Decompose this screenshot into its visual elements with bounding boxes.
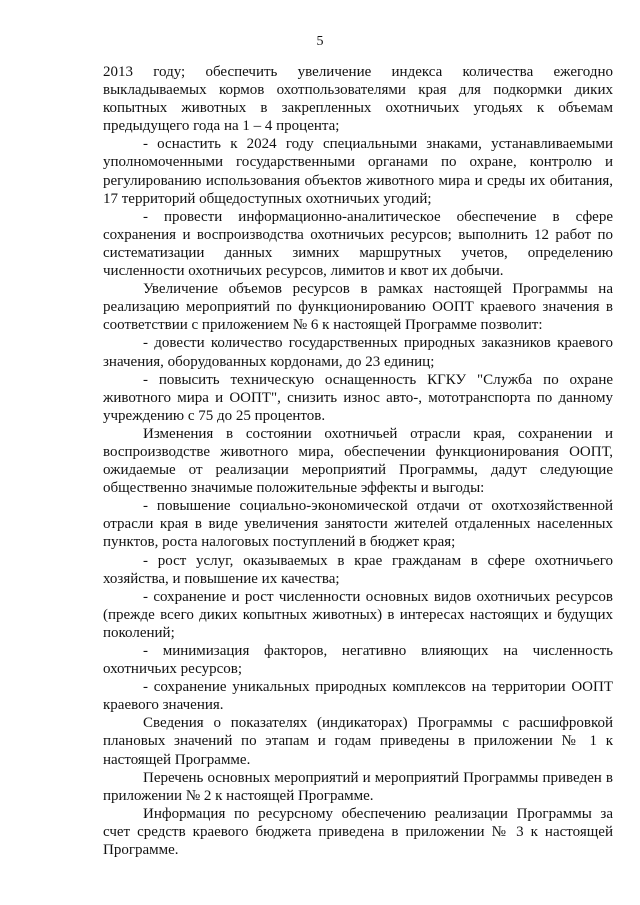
paragraph: Информация по ресурсному обеспечению реализации Программы за счет средств краевого бюджета приведена в приложении № 3 к настоящей Программе. <box>103 805 613 859</box>
paragraph: Сведения о показателях (индикаторах) Программы с расшифровкой плановых значений по этапам и годам приведены в приложении № 1 к настоящей Программе. <box>103 715 613 768</box>
document-body <box>103 63 613 859</box>
paragraph: 2013 году; обеспечить увеличение индекса количества ежегодно выкладываемых кормов охотпользователями края для подкормки диких копытных животных в закрепленных охотничьих угодьях к объемам предыдущего года на 1 – 4 процента; <box>103 64 613 135</box>
paragraph: - повышение социально-экономической отдачи от охотхозяйственной отрасли края в виде увеличения занятости жителей отдаленных населенных пунктов, роста налоговых поступлений в бюджет края; <box>103 498 613 551</box>
paragraph: - провести информационно-аналитическое обеспечение в сфере сохранения и воспроизводства охотничьих ресурсов; выполнить 12 работ по систематизации данных зимних маршрутных учетов, определению численности охотничьих ресурсов, лимитов и квот их добычи. <box>103 208 613 280</box>
paragraph: - сохранение и рост численности основных видов охотничьих ресурсов (прежде всего диких копытных животных) в интересах настоящих и будущих поколений; <box>103 588 613 641</box>
paragraph: - минимизация факторов, негативно влияющих на численность охотничьих ресурсов; <box>103 643 613 678</box>
paragraph: Увеличение объемов ресурсов в рамках настоящей Программы на реализацию мероприятий по функционированию ООПТ краевого значения в соответствии с приложением № 6 к настоящей Программе позволит: <box>103 281 613 334</box>
paragraph: Изменения в состоянии охотничьей отрасли края, сохранении и воспроизводстве животного мира, обеспечении функционирования ООПТ, ожидаемые от реализации мероприятий Программы, дадут следующие общественно значимые положительные эффекты и выгоды: <box>103 425 613 497</box>
paragraph: - сохранение уникальных природных комплексов на территории ООПТ краевого значения. <box>103 679 613 714</box>
paragraph: Перечень основных мероприятий и мероприятий Программы приведен в приложении № 2 к настоящей Программе. <box>103 769 613 804</box>
page-number: 5 <box>316 34 324 49</box>
paragraph: - повысить техническую оснащенность КГКУ "Служба по охране животного мира и ООПТ", снизить износ авто-, мототранспорта по данному учреждению с 75 до 25 процентов. <box>103 371 613 424</box>
paragraph: - довести количество государственных природных заказников краевого значения, оборудованных кордонами, до 23 единиц; <box>103 335 613 370</box>
paragraph: - оснастить к 2024 году специальными знаками, устанавливаемыми уполномоченными государственными органами по охране, контролю и регулированию использования объектов животного мира и среды их обитания, 17 территорий общедоступных охотничьих угодий; <box>103 136 613 207</box>
paragraph: - рост услуг, оказываемых в крае гражданам в сфере охотничьего хозяйства, и повышение их качества; <box>103 552 613 587</box>
